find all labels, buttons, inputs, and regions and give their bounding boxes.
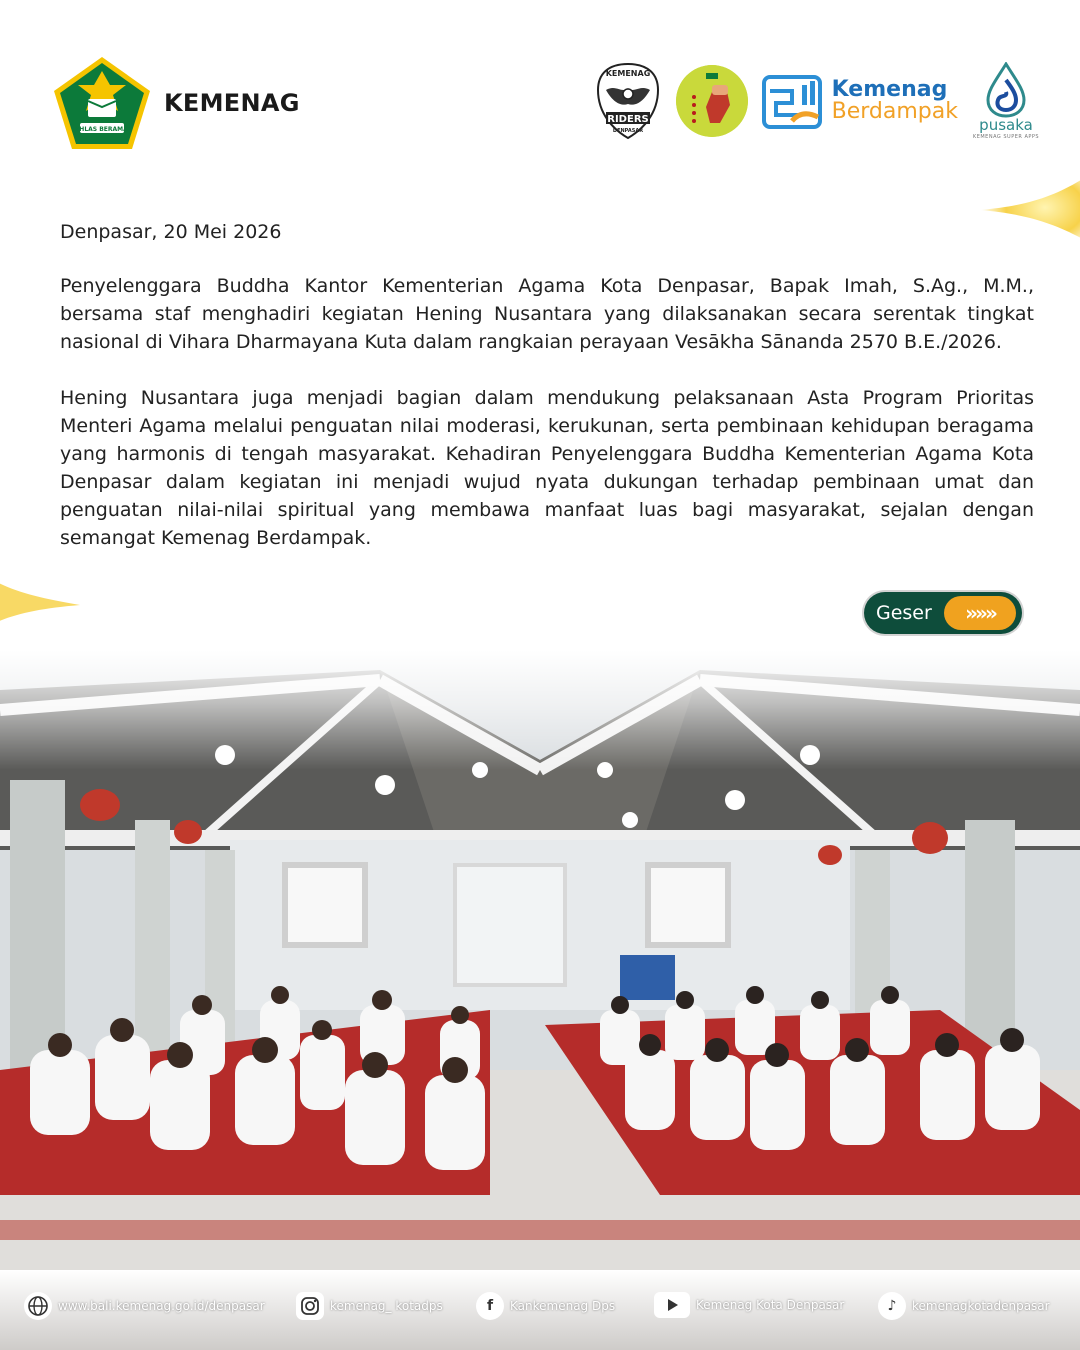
facebook-icon: f [476, 1292, 504, 1320]
pusaka-drop-icon [986, 62, 1026, 118]
emblem-motto: IKHLAS BERAMAL [72, 126, 132, 133]
berdampak-line1: Kemenag [831, 77, 948, 102]
tiktok-text: kemenagkotadenpasar [912, 1299, 1050, 1313]
riders-logo-bottom: DENPASAR [612, 128, 643, 134]
pusaka-subtitle: KEMENAG SUPER APPS [972, 134, 1040, 140]
instagram-link[interactable] [296, 1292, 443, 1320]
globe-icon [24, 1292, 52, 1320]
instagram-text: kemenag_ kotadps [330, 1299, 443, 1313]
berdampak-mark-icon [762, 71, 822, 131]
kemenag-riders-logo-icon [594, 60, 662, 142]
post-paragraph-1: Penyelenggara Buddha Kantor Kementerian Agama Kota Denpasar, Bapak Imah, S.Ag., M.M., bersama staf menghadiri kegiatan Hening Nusantara yang dilaksanakan secara serentak tingkat nasional di Vihara Dharmayana Kuta dalam rangkaian perayaan Vesākha Sānanda 2570 B.E./2026. [60, 275, 1034, 353]
youtube-text: Kemenag Kota Denpasar [696, 1298, 845, 1312]
website-link[interactable] [24, 1292, 265, 1320]
riders-logo-top: KEMENAG [605, 69, 650, 78]
tiktok-link[interactable] [878, 1292, 1050, 1320]
swipe-next-button[interactable] [864, 592, 1022, 634]
footer-social-bar [0, 1270, 1080, 1350]
berdampak-line2: Berdampak [831, 99, 958, 124]
youtube-link[interactable] [654, 1292, 844, 1318]
riders-logo-middle: RIDERS [606, 114, 649, 125]
post-content [60, 218, 1034, 580]
kemenag-berdampak-logo [762, 71, 958, 131]
brand-name: KEMENAG [164, 89, 300, 117]
instagram-icon [296, 1292, 324, 1320]
facebook-link[interactable] [476, 1292, 615, 1320]
event-photo [0, 650, 1080, 1270]
photo-top-fade [0, 650, 1080, 770]
facebook-text: Kankemenag Dps [510, 1299, 616, 1313]
pusaka-logo [972, 62, 1040, 140]
pusaka-name: pusaka [979, 116, 1033, 134]
swipe-button-label: Geser [876, 602, 932, 624]
program-circle-logo-icon [676, 65, 748, 137]
tiktok-icon: ♪ [878, 1292, 906, 1320]
youtube-icon [654, 1292, 690, 1318]
brand [52, 55, 300, 151]
kemenag-emblem-icon [52, 55, 152, 151]
post-paragraph-2: Hening Nusantara juga menjadi bagian dalam mendukung pelaksanaan Asta Program Prioritas Menteri Agama melalui penguatan nilai moderasi, kerukunan, serta pembinaan kehidupan beragama yang harmonis di tengah masyarakat. Kehadiran Penyelenggara Buddha Kementerian Agama Kota Denpasar dalam kegiatan ini menjadi wujud nyata dukungan terhadap pembinaan umat dan penguatan nilai-nilai spiritual yang membawa manfaat luas bagi masyarakat, sejalan dengan semangat Kemenag Berdampak. [60, 387, 1034, 549]
website-text: www.bali.kemenag.go.id/denpasar [58, 1299, 265, 1313]
post-date: Denpasar, 20 Mei 2026 [60, 221, 282, 243]
partner-logos [594, 60, 1040, 142]
chevrons-right-icon: »»» [944, 596, 1016, 630]
header [52, 55, 1040, 155]
